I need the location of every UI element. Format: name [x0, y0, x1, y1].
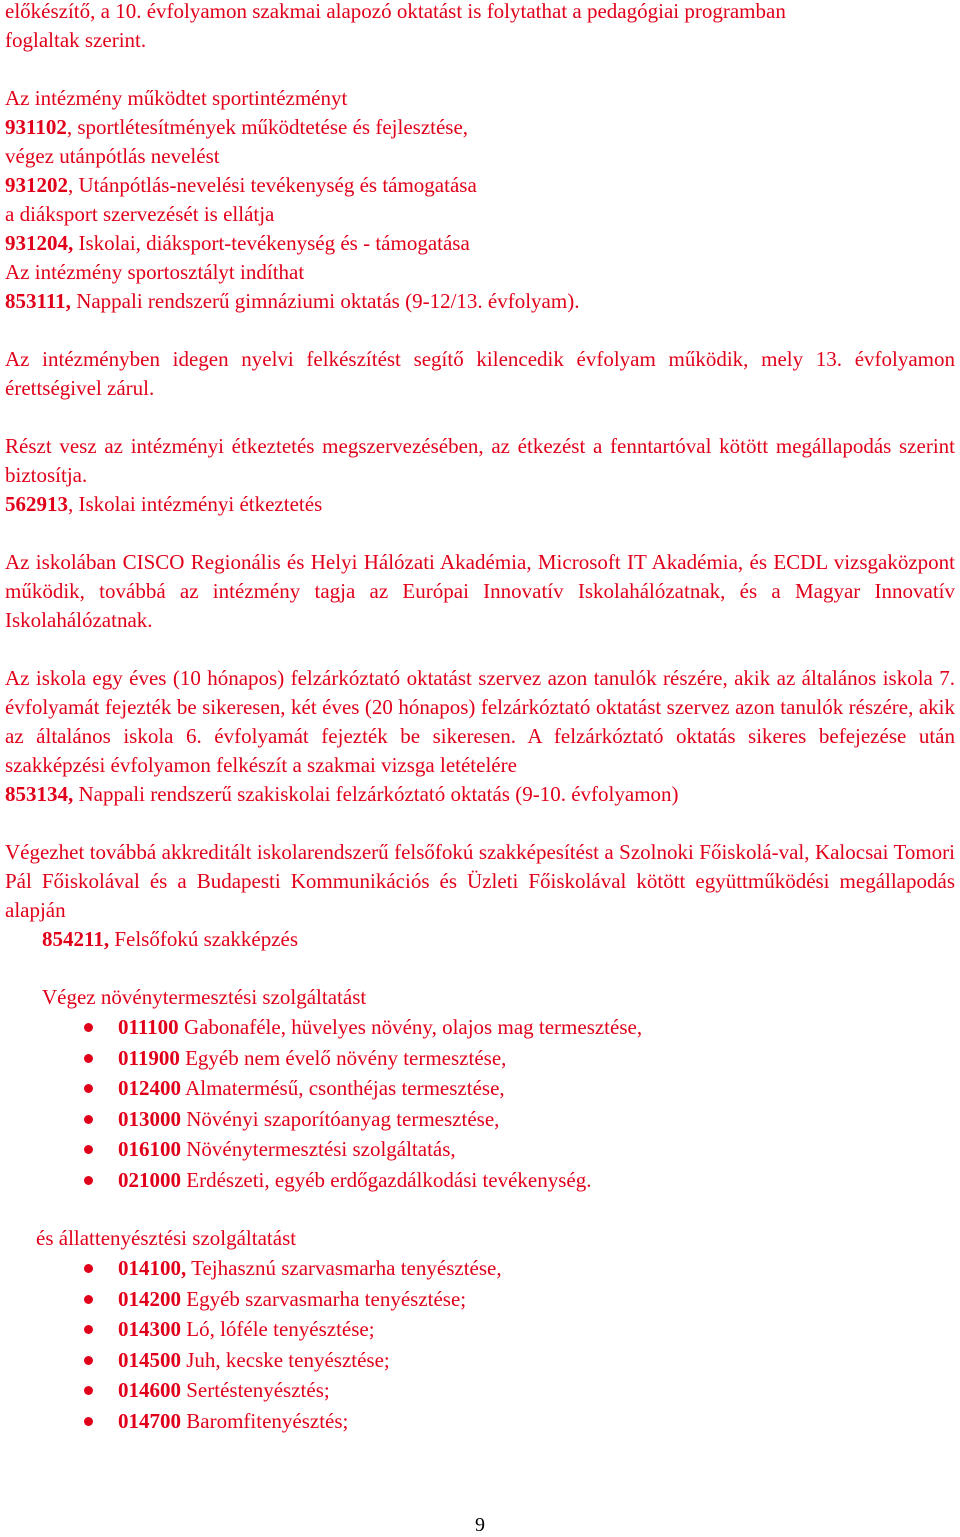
sport-line-5: a diáksport szervezését is ellátja [5, 202, 275, 226]
paragraph-intro-line2: foglaltak szerint. [5, 28, 147, 52]
activity-code: 014100, [118, 1256, 187, 1280]
activity-code: 011900 [118, 1045, 180, 1070]
bullet-icon [84, 1264, 93, 1273]
bullet-icon [84, 1325, 93, 1334]
bullet-icon [84, 1023, 93, 1032]
activity-code: 931202 [5, 173, 68, 197]
sport-line-1: Az intézmény működtet sportintézményt [5, 86, 348, 110]
list-item: 014500 Juh, kecske tenyésztése; [5, 1345, 955, 1376]
bullet-icon [84, 1295, 93, 1304]
higher-education-code-line: 854211, Felsőfokú szakképzés [42, 927, 299, 951]
crop-list [5, 1012, 955, 1195]
list-item: 014300 Ló, lóféle tenyésztése; [5, 1314, 955, 1345]
activity-code: 931204, [5, 231, 74, 255]
activity-code: 021000 [118, 1167, 181, 1192]
bullet-icon [84, 1084, 93, 1093]
paragraph-intro-line1: előkészítő, a 10. évfolyamon szakmai alapozó oktatást is folytathat a pedagógiai programban [5, 0, 786, 23]
bullet-icon [84, 1386, 93, 1395]
activity-code: 012400 [118, 1076, 181, 1100]
bullet-icon [84, 1356, 93, 1365]
bullet-icon [84, 1417, 93, 1426]
catering-code-line: 562913, Iskolai intézményi étkeztetés [5, 492, 323, 516]
list-item: 014200 Egyéb szarvasmarha tenyésztése; [5, 1284, 955, 1315]
paragraph-foreign-language: Az intézményben idegen nyelvi felkészítést segítő kilencedik évfolyam működik, mely 13. évfolyamon érettségivel zárul. [5, 347, 955, 400]
list-item: 011900 Egyéb nem évelő növény termesztése, [5, 1043, 955, 1074]
document-page [5, 0, 955, 1436]
list-item: 014100, Tejhasznú szarvasmarha tenyésztése, [5, 1253, 955, 1284]
activity-code: 853134, [5, 782, 74, 806]
list-item: 011100 Gabonaféle, hüvelyes növény, olajos mag termesztése, [5, 1012, 955, 1043]
sport-line-7: Az intézmény sportosztályt indíthat [5, 260, 305, 284]
sport-line-4: 931202, Utánpótlás-nevelési tevékenység és támogatása [5, 173, 477, 197]
bullet-icon [84, 1054, 93, 1063]
sport-line-3: végez utánpótlás nevelést [5, 144, 220, 168]
activity-code: 014200 [118, 1286, 181, 1311]
activity-code: 014700 [118, 1408, 181, 1433]
bullet-icon [84, 1115, 93, 1124]
sport-line-8: 853111, Nappali rendszerű gimnáziumi oktatás (9-12/13. évfolyam). [5, 289, 580, 313]
activity-code: 016100 [118, 1137, 181, 1161]
livestock-heading: és állattenyésztési szolgáltatást [36, 1226, 297, 1250]
paragraph-catch-up: Az iskola egy éves (10 hónapos) felzárkóztató oktatást szervez azon tanulók részére, akik az általános iskola 7. évfolyamát fejezték be sikeresen, két éves (20 hónapos) felzárkóztató oktatást szervez azon tanulók részére, akik az általános iskola 6. évfolyamát fejezték be sikeresen. A felzárkóztató oktatás sikeres befejezése után szakképzési évfolyamon felkészít a szakmai vizsga letételére [5, 666, 955, 777]
livestock-list [5, 1253, 955, 1436]
bullet-icon [84, 1176, 93, 1185]
bullet-icon [84, 1145, 93, 1154]
activity-code: 011100 [118, 1015, 179, 1039]
activity-code: 854211, [42, 927, 110, 951]
list-item: 014700 Baromfitenyésztés; [5, 1406, 955, 1437]
activity-code: 013000 [118, 1106, 181, 1131]
sport-line-2: 931102, sportlétesítmények működtetése és fejlesztése, [5, 115, 469, 139]
list-item: 013000 Növényi szaporítóanyag termesztése, [5, 1104, 955, 1135]
activity-code: 014600 [118, 1378, 181, 1402]
paragraph-catering: Részt vesz az intézményi étkeztetés megszervezésében, az étkezést a fenntartóval kötött megállapodás szerint biztosítja. [5, 434, 955, 487]
page-number: 9 [475, 1514, 485, 1536]
activity-code: 562913 [5, 492, 68, 516]
paragraph-academies: Az iskolában CISCO Regionális és Helyi Hálózati Akadémia, Microsoft IT Akadémia, és ECDL vizsgaközpont működik, továbbá az intézmény tagja az Európai Innovatív Iskolahálózatnak, és a Magyar Innovatív Iskolahálózatnak. [5, 550, 955, 632]
crop-heading: Végez növénytermesztési szolgáltatást [42, 985, 367, 1009]
list-item: 021000 Erdészeti, egyéb erdőgazdálkodási tevékenység. [5, 1165, 955, 1196]
activity-code: 931102 [5, 115, 67, 139]
sport-section [5, 84, 955, 316]
activity-code: 853111, [5, 289, 71, 313]
activity-code: 014300 [118, 1317, 181, 1341]
sport-line-6: 931204, Iskolai, diáksport-tevékenység és - támogatása [5, 231, 470, 255]
paragraph-higher-education: Végezhet továbbá akkreditált iskolarendszerű felsőfokú szakképesítést a Szolnoki Főiskolá-val, Kalocsai Tomori Pál Főiskolával és a Budapesti Kommunikációs és Üzleti Főiskolával kötött együttműködési megállapodás alapján [5, 840, 955, 922]
list-item: 016100 Növénytermesztési szolgáltatás, [5, 1134, 955, 1165]
list-item: 014600 Sertéstenyésztés; [5, 1375, 955, 1406]
list-item: 012400 Almatermésű, csonthéjas termesztése, [5, 1073, 955, 1104]
activity-code: 014500 [118, 1347, 181, 1372]
catch-up-code-line: 853134, Nappali rendszerű szakiskolai felzárkóztató oktatás (9-10. évfolyamon) [5, 782, 679, 806]
